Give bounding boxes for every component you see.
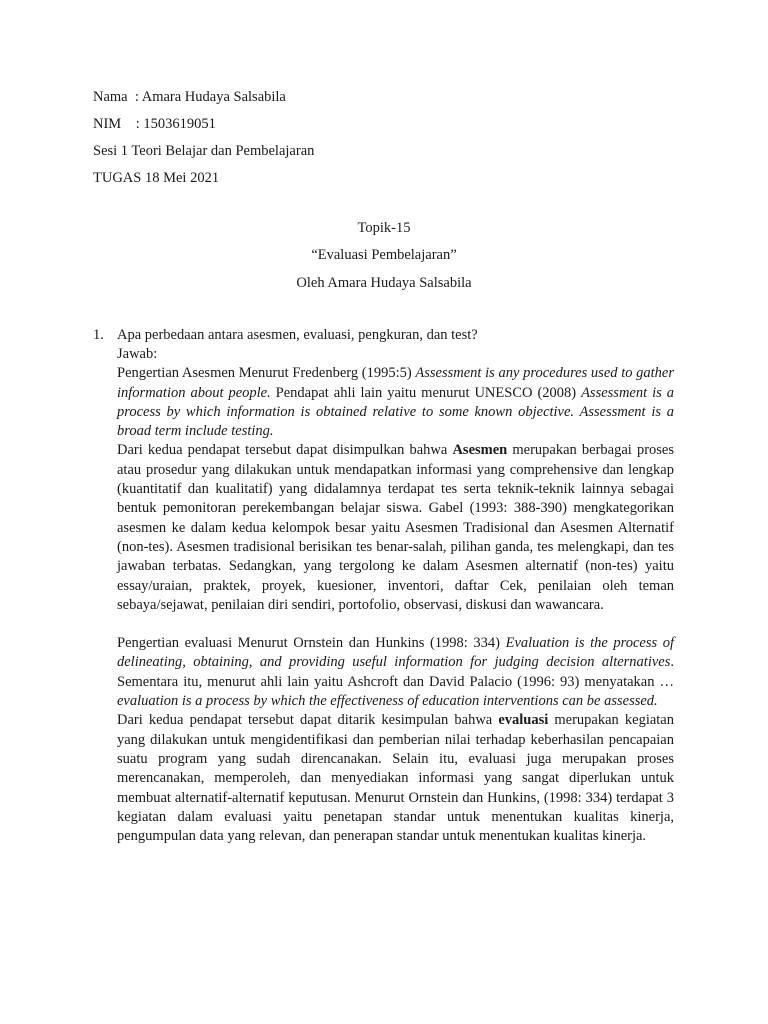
topic-title: Topik-15 <box>357 220 411 236</box>
asesmen-summary-before: Dari kedua pendapat tersebut dapat disimpulkan bahwa <box>117 442 453 459</box>
fredenberg-quote: Assessment is any procedures used to gather information about people. <box>117 365 675 401</box>
evaluasi-summary-before: Dari kedua pendapat tersebut dapat ditarik kesimpulan bahwa <box>117 712 499 729</box>
subject-title: “Evaluasi Pembelajaran” <box>311 247 457 263</box>
asesmen-summary-after: merupakan berbagai proses atau prosedur yang dilakukan untuk mendapatkan informasi yang comprehensive dan lengkap (kuantitatif dan kualitatif) yang didalamnya terdapat tes serta teknik-teknik lainnya sebagai bentuk pemonitoran perekembangan belajar siswa. Gabel (1993: 388-390) mengkategorikan asesmen ke dalam kedua kelompok besar yaitu Asesmen Tradisional dan Asesmen Alternatif (non-tes). Asesmen tradisional berisikan tes benar-salah, pilihan ganda, tes melengkapi, dan tes jawaban terbatas. Sedangkan, yang tergolong ke dalam Asesmen alternatif (non-tes) yaitu essay/uraian, praktek, proyek, kuesioner, inventori, daftar Cek, penilaian oleh teman sebaya/sejawat, penilaian diri sendiri, portofolio, observasi, diskusi dan wawancara. <box>117 442 674 613</box>
evaluasi-def-mid: . Sementara itu, menurut ahli lain yaitu Ashcroft dan David Palacio (1996: 93) menyatakan … <box>117 654 674 690</box>
answer-label: Jawab: <box>117 346 158 362</box>
question-number: 1. <box>93 327 104 343</box>
answer-section <box>117 345 674 846</box>
asesmen-term: Asesmen <box>452 442 508 459</box>
evaluasi-term: evaluasi <box>498 712 549 729</box>
ashcroft-quote: evaluation is a process by which the effectiveness of education interventions can be assessed. <box>117 693 658 710</box>
ornstein-quote: Evaluation is the process of delineating, obtaining, and providing useful information for judging decision alternatives <box>117 635 674 671</box>
unesco-quote: Assessment is a process by which information is obtained relative to some known objective. Assessment is a broad term include testing. <box>117 384 674 440</box>
evaluasi-summary-after: merupakan kegiatan yang dilakukan untuk mengidentifikasi dan pemberian nilai terhadap keberhasilan pencapaian suatu program yang sudah direncanakan. Selain itu, evaluasi juga merupakan proses merencanakan, memperoleh, dan menyediakan informasi yang sangat diperlukan untuk membuat alternatif-alternatif keputusan. Menurut Ornstein dan Hunkins, (1998: 334) terdapat 3 kegiatan dalam evaluasi yaitu penetapan standar untuk menentukan kualitas kinerja, pengumpulan data yang relevan, dan penerapan standar untuk menentukan kualitas kinerja. <box>117 712 674 845</box>
student-nim-line: NIM : 1503619051 <box>93 116 216 132</box>
session-line: Sesi 1 Teori Belajar dan Pembelajaran <box>93 143 315 159</box>
evaluasi-definition-paragraph <box>117 634 674 711</box>
question-text: Apa perbedaan antara asesmen, evaluasi, pengkuran, dan test? <box>117 327 478 343</box>
author-line: Oleh Amara Hudaya Salsabila <box>296 275 472 291</box>
asesmen-summary-paragraph <box>117 441 674 615</box>
paragraph-spacer <box>117 615 674 634</box>
evaluasi-summary-paragraph <box>117 711 674 846</box>
evaluasi-def-intro: Pengertian evaluasi Menurut Ornstein dan Hunkins (1998: 334) <box>117 635 506 652</box>
asesmen-definition-paragraph <box>117 364 674 441</box>
asesmen-def-mid: Pendapat ahli lain yaitu menurut UNESCO (2008) <box>270 384 582 401</box>
student-name-line: Nama : Amara Hudaya Salsabila <box>93 89 286 105</box>
task-date-line: TUGAS 18 Mei 2021 <box>93 170 220 186</box>
asesmen-def-intro: Pengertian Asesmen Menurut Fredenberg (1995:5) <box>117 365 416 382</box>
